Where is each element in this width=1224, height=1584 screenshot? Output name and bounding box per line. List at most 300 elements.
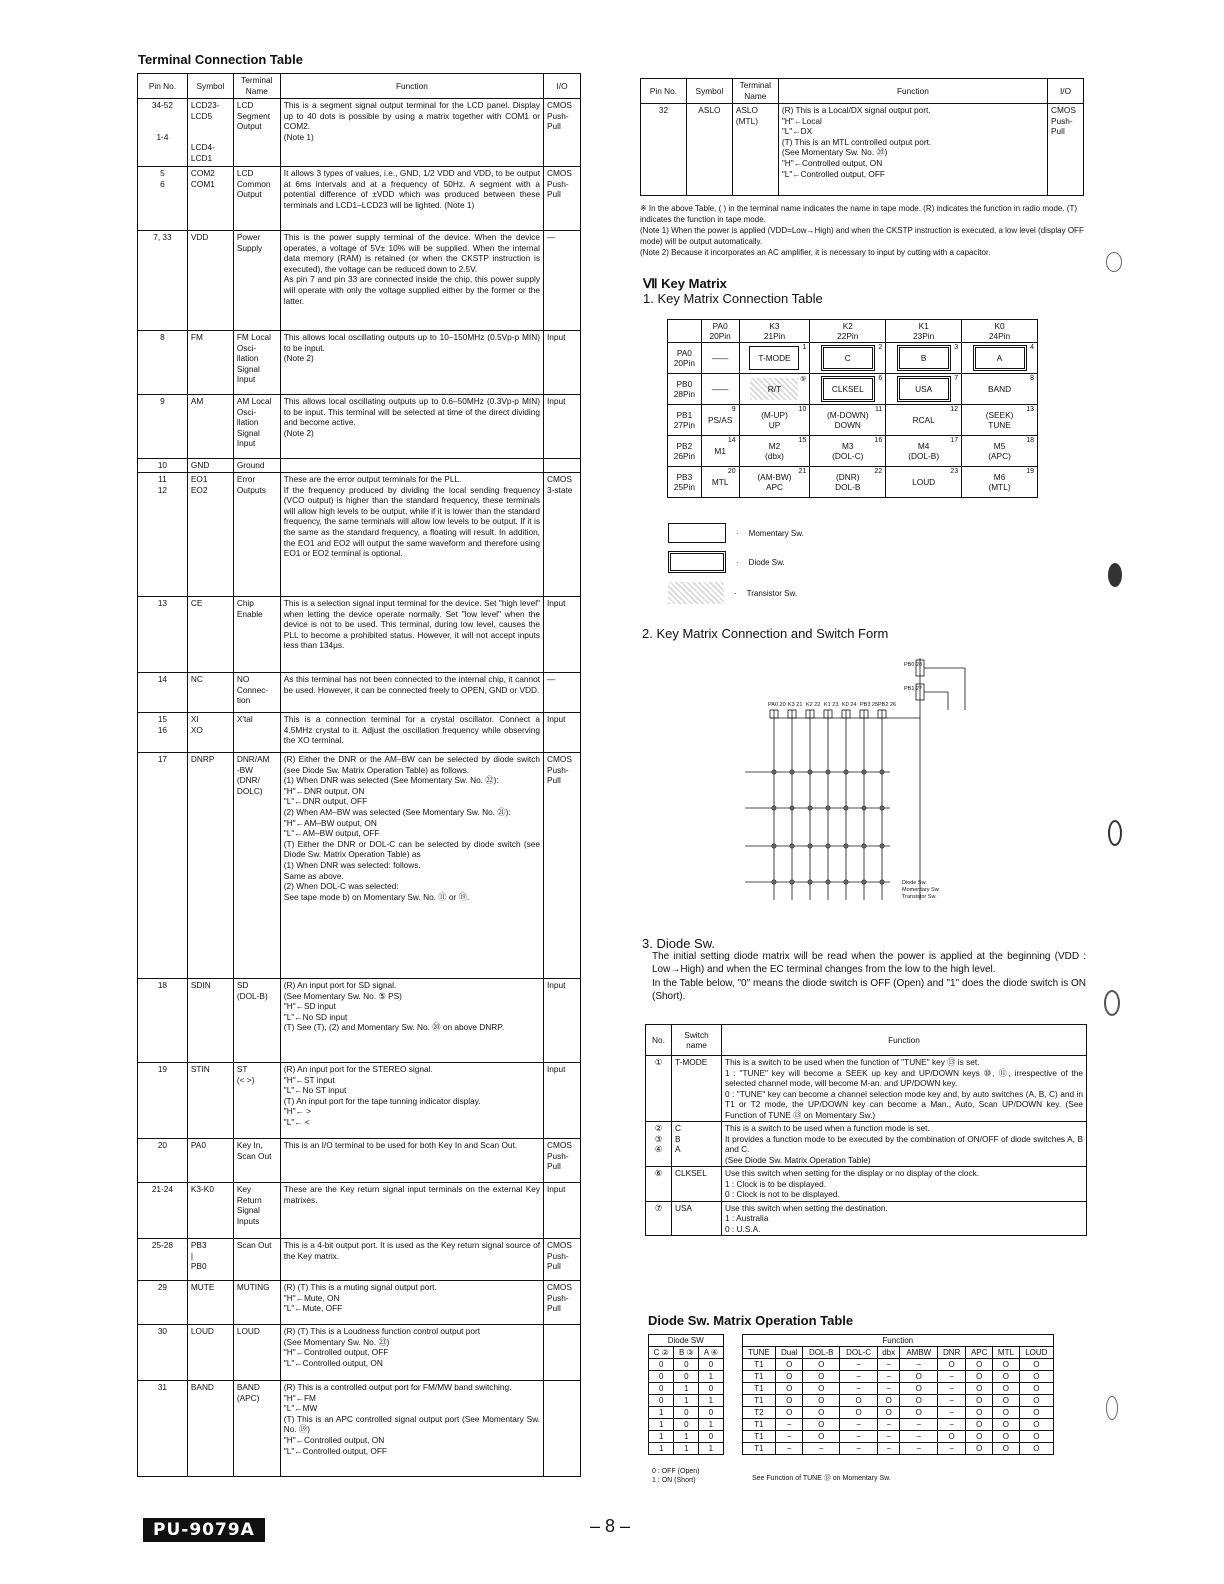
km-cell bbox=[886, 467, 962, 498]
diode-swatch bbox=[668, 551, 726, 573]
number-cell: ② ③ ④ bbox=[646, 1122, 672, 1167]
km-row-header: PB3 25Pin bbox=[668, 467, 702, 498]
km-cell bbox=[739, 405, 810, 436]
diagram-label: PB2 26 bbox=[878, 702, 897, 708]
symbol-cell: NC bbox=[187, 673, 233, 713]
symbol-cell: BAND bbox=[187, 1381, 233, 1477]
km-cell bbox=[701, 405, 739, 436]
terminal-name-cell: BAND (APC) bbox=[233, 1381, 280, 1477]
switch-name-cell: C B A bbox=[672, 1122, 722, 1167]
terminal-name-cell: DNR/AM -BW (DNR/ DOLC) bbox=[233, 753, 280, 979]
op-cell: − bbox=[840, 1359, 878, 1371]
io-cell: Input bbox=[544, 1063, 581, 1139]
km-cell bbox=[810, 405, 886, 436]
km-cell bbox=[962, 436, 1038, 467]
symbol-cell: LOUD bbox=[187, 1325, 233, 1381]
km-cell bbox=[962, 467, 1038, 498]
table-row bbox=[646, 1167, 1087, 1202]
op-cell: − bbox=[840, 1371, 878, 1383]
km-switch-number: 13 bbox=[1026, 406, 1034, 413]
terminal-name-cell: ST (< >) bbox=[233, 1063, 280, 1139]
km-row-header: PB0 28Pin bbox=[668, 374, 702, 405]
op-cell: T1 bbox=[742, 1359, 776, 1371]
table-row bbox=[138, 331, 581, 395]
op-cell: 0 bbox=[699, 1407, 723, 1419]
terminal-name-cell: Ground bbox=[233, 459, 280, 473]
diode-sw-title: 3. Diode Sw. bbox=[642, 936, 715, 951]
function-cell: (R) (T) This is a muting signal output port. "H"←Mute, ON "L"←Mute, OFF bbox=[280, 1281, 543, 1325]
op-cell: O bbox=[776, 1383, 803, 1395]
km-key-label: M1 bbox=[714, 446, 726, 456]
io-cell: CMOS 3-state bbox=[544, 473, 581, 597]
op-cell: O bbox=[877, 1395, 900, 1407]
op-cell: O bbox=[966, 1371, 993, 1383]
op-cell: O bbox=[993, 1395, 1019, 1407]
diagram-label: K3 21 bbox=[788, 702, 803, 708]
function-cell: This allows local oscillating outputs up to 10–150MHz (0.5Vp-p MIN) to be input. (Note 2) bbox=[280, 331, 543, 395]
op-row bbox=[649, 1407, 1054, 1419]
km-cell bbox=[962, 374, 1038, 405]
km-cell bbox=[962, 405, 1038, 436]
km-cell bbox=[701, 343, 739, 374]
km-switch-number: 1 bbox=[802, 344, 807, 351]
km-col-header: K1 23Pin bbox=[886, 320, 962, 343]
function-cell: (R) (T) This is a Loudness function control output port (See Momentary Sw. No. ㉓) "H"←Controlled output, OFF "L"←Controlled output, ON bbox=[280, 1325, 543, 1381]
terminal-name-cell: Key Return Signal Inputs bbox=[233, 1183, 280, 1239]
km-key-label: (M-DOWN) DOWN bbox=[827, 410, 869, 430]
km-cell bbox=[962, 343, 1038, 374]
op-cell: O bbox=[938, 1359, 966, 1371]
op-cell: − bbox=[776, 1443, 803, 1455]
symbol-cell: PB3 | PB0 bbox=[187, 1239, 233, 1281]
table-row bbox=[138, 1183, 581, 1239]
op-cell: T1 bbox=[742, 1443, 776, 1455]
op-cell: 0 bbox=[699, 1431, 723, 1443]
op-cell: O bbox=[966, 1407, 993, 1419]
op-cell: O bbox=[803, 1371, 840, 1383]
km-row-header: PB2 26Pin bbox=[668, 436, 702, 467]
op-col-header: B ③ bbox=[674, 1347, 699, 1359]
terminal-name-cell: AM Local Osci- llation Signal Input bbox=[233, 395, 280, 459]
op-cell: 1 bbox=[699, 1419, 723, 1431]
op-cell: O bbox=[803, 1383, 840, 1395]
op-cell: 1 bbox=[649, 1407, 674, 1419]
km-switch-number: 18 bbox=[1026, 437, 1034, 444]
io-cell: Input bbox=[544, 395, 581, 459]
key-matrix-subtitle: 1. Key Matrix Connection Table bbox=[643, 291, 823, 306]
diode-operation-table bbox=[648, 1334, 1054, 1455]
binder-hole bbox=[1108, 563, 1122, 587]
km-key-label: PS/AS bbox=[707, 415, 733, 425]
op-col-header: MTL bbox=[993, 1347, 1019, 1359]
pin-cell: 15 16 bbox=[138, 713, 188, 753]
km-cell bbox=[810, 436, 886, 467]
km-key-label: RCAL bbox=[912, 415, 935, 425]
diagram-label: PB1 27 bbox=[904, 686, 923, 692]
io-cell: Input bbox=[544, 979, 581, 1063]
pin-cell: 9 bbox=[138, 395, 188, 459]
op-cell: O bbox=[1019, 1443, 1053, 1455]
km-switch-number: 8 bbox=[1030, 375, 1034, 382]
diagram-legend: Transistor Sw. bbox=[902, 894, 937, 900]
op-cell: 0 bbox=[674, 1371, 699, 1383]
pin-cell: 13 bbox=[138, 597, 188, 673]
switch-legend: · Momentary Sw. · Diode Sw. · Transistor Sw. bbox=[668, 520, 804, 608]
pin-cell: 29 bbox=[138, 1281, 188, 1325]
km-switch-number: 2 bbox=[878, 344, 883, 351]
diagram-label: K2 22 bbox=[806, 702, 821, 708]
binder-hole bbox=[1106, 252, 1122, 272]
number-cell: ⑥ bbox=[646, 1167, 672, 1202]
op-cell: − bbox=[938, 1395, 966, 1407]
op-col-header: A ④ bbox=[699, 1347, 723, 1359]
km-switch-number: 19 bbox=[1026, 468, 1034, 475]
symbol-cell: VDD bbox=[187, 231, 233, 331]
op-col-header: DNR bbox=[938, 1347, 966, 1359]
km-switch-number: 12 bbox=[950, 406, 959, 413]
km-row-header: PB1 27Pin bbox=[668, 405, 702, 436]
table-row bbox=[138, 395, 581, 459]
op-cell: 1 bbox=[674, 1431, 699, 1443]
diagram-legend: Momentary Sw. bbox=[902, 887, 940, 893]
table-row bbox=[138, 713, 581, 753]
km-key-label: MTL bbox=[711, 477, 729, 487]
function-cell: Use this switch when setting the destination. 1 : Australia 0 : U.S.A. bbox=[722, 1201, 1087, 1236]
table-row bbox=[138, 1239, 581, 1281]
pin-cell: 19 bbox=[138, 1063, 188, 1139]
km-key-label: —— bbox=[711, 384, 729, 394]
col-header: Pin No. bbox=[138, 74, 188, 99]
pin-cell: 10 bbox=[138, 459, 188, 473]
op-cell: − bbox=[938, 1371, 966, 1383]
km-key-label: CLKSEL bbox=[821, 376, 875, 402]
km-switch-number: 22 bbox=[874, 468, 883, 475]
km-col-header: K2 22Pin bbox=[810, 320, 886, 343]
symbol-cell: COM2 COM1 bbox=[187, 167, 233, 231]
momentary-swatch bbox=[668, 523, 726, 543]
io-cell: Input bbox=[544, 713, 581, 753]
pin-cell: 7, 33 bbox=[138, 231, 188, 331]
spacer bbox=[723, 1383, 742, 1395]
op-row bbox=[649, 1443, 1054, 1455]
km-cell bbox=[739, 436, 810, 467]
op-cell: O bbox=[1019, 1383, 1053, 1395]
op-row bbox=[649, 1419, 1054, 1431]
symbol-cell: GND bbox=[187, 459, 233, 473]
op-row bbox=[649, 1431, 1054, 1443]
binder-hole bbox=[1106, 1396, 1118, 1420]
binder-hole bbox=[1108, 820, 1122, 846]
km-key-label: BAND bbox=[988, 384, 1012, 394]
op-col-header: AMBW bbox=[900, 1347, 938, 1359]
op-cell: − bbox=[900, 1443, 938, 1455]
switch-name-cell: CLKSEL bbox=[672, 1167, 722, 1202]
km-col-header: K3 21Pin bbox=[739, 320, 810, 343]
terminal-name-cell: LCD Segment Output bbox=[233, 99, 280, 167]
pin-cell: 8 bbox=[138, 331, 188, 395]
spacer bbox=[723, 1419, 742, 1431]
diagram-label: K1 23 bbox=[824, 702, 839, 708]
table-row bbox=[138, 597, 581, 673]
diode-switch-table bbox=[645, 1024, 1087, 1236]
op-cell: O bbox=[1019, 1407, 1053, 1419]
op-cell: O bbox=[1019, 1395, 1053, 1407]
km-switch-number: 14 bbox=[727, 437, 736, 444]
km-switch-number: 4 bbox=[1030, 344, 1034, 351]
op-cell: 0 bbox=[699, 1383, 723, 1395]
op-cell: 1 bbox=[699, 1371, 723, 1383]
terminal-name-cell: LCD Common Output bbox=[233, 167, 280, 231]
diagram-label: PA0 20 bbox=[768, 702, 786, 708]
number-cell: ⑦ bbox=[646, 1201, 672, 1236]
symbol-cell: MUTE bbox=[187, 1281, 233, 1325]
op-cell: − bbox=[840, 1443, 878, 1455]
pin-cell: 5 6 bbox=[138, 167, 188, 231]
symbol-cell: AM bbox=[187, 395, 233, 459]
io-cell: CMOS Push- Pull bbox=[544, 167, 581, 231]
km-cell bbox=[739, 374, 810, 405]
op-cell: O bbox=[900, 1371, 938, 1383]
col-header: Function bbox=[280, 74, 543, 99]
km-col-header: PA0 20Pin bbox=[701, 320, 739, 343]
note: ※ In the above Table, ( ) in the terminal name indicates the name in tape mode. (R) indicates the function in radio mode. (T) indicates the function in tape mode. bbox=[640, 204, 1078, 224]
km-key-label: M5 (APC) bbox=[988, 441, 1011, 461]
op-cell: O bbox=[803, 1359, 840, 1371]
terminal-name-cell: Key In, Scan Out bbox=[233, 1139, 280, 1183]
switch-name-cell: T-MODE bbox=[672, 1056, 722, 1122]
op-cell: − bbox=[938, 1407, 966, 1419]
km-key-label: B bbox=[897, 345, 951, 371]
symbol-cell: PA0 bbox=[187, 1139, 233, 1183]
terminal-name-cell: ASLO (MTL) bbox=[732, 104, 778, 196]
km-key-label: C bbox=[821, 345, 875, 371]
table-row bbox=[138, 1063, 581, 1139]
op-cell: − bbox=[877, 1383, 900, 1395]
function-cell: This is an I/O terminal to be used for both Key In and Scan Out. bbox=[280, 1139, 543, 1183]
km-col-header: K0 24Pin bbox=[962, 320, 1038, 343]
op-row bbox=[649, 1359, 1054, 1371]
table-row bbox=[138, 1281, 581, 1325]
op-cell: 1 bbox=[649, 1431, 674, 1443]
diagram-label: PB0 28 bbox=[904, 662, 923, 668]
km-key-label: —— bbox=[711, 353, 729, 363]
terminal-name-cell: NO Connec- tion bbox=[233, 673, 280, 713]
op-cell: − bbox=[877, 1443, 900, 1455]
km-switch-number: 20 bbox=[727, 468, 736, 475]
function-cell: This is a selection signal input terminal for the device. Set "high level" when letting the device operate normally. Set "low level" when the device is not to be used. This terminal, during low level, causes the PLL to become a prohibited status. However, it will not accept inputs less than 134μs. bbox=[280, 597, 543, 673]
op-col-header: Dual bbox=[776, 1347, 803, 1359]
op-cell: O bbox=[803, 1431, 840, 1443]
pin-cell: 11 12 bbox=[138, 473, 188, 597]
io-cell: CMOS Push- Pull bbox=[544, 1139, 581, 1183]
section-title: Ⅶ Key Matrix bbox=[643, 276, 727, 291]
function-cell: (R) Either the DNR or the AM–BW can be selected by diode switch (see Diode Sw. Matrix Operation Table) as follows. (1) When DNR was selected (See Momentary Sw. No. ㉒): "H"←DNR output, ON "L"←DNR output, OFF (2) When AM–BW was selected (See Momentary Sw. No. ㉑): "H"←AM–BW output, ON "L"←AM–BW output, OFF (T) Either the DNR or DOL-C can be selected by diode switch (see Diode Sw. Matrix Operation Table) as (1) When DNR was selected: follows. Same as above. (2) When DOL-C was selected: See tape mode b) on Momentary Sw. No. ⑪ or ⑲. bbox=[280, 753, 543, 979]
io-cell: — bbox=[544, 673, 581, 713]
io-cell: CMOS Push- Pull bbox=[544, 753, 581, 979]
op-cell: − bbox=[900, 1431, 938, 1443]
corner-cell bbox=[668, 320, 702, 343]
km-row bbox=[668, 467, 1038, 498]
km-switch-number: 9 bbox=[731, 406, 736, 413]
km-key-label: (DNR) DOL-B bbox=[835, 472, 861, 492]
spacer bbox=[723, 1371, 742, 1383]
op-cell: O bbox=[966, 1383, 993, 1395]
op-cell: − bbox=[840, 1431, 878, 1443]
function-cell bbox=[280, 459, 543, 473]
group-header: Function bbox=[742, 1335, 1053, 1347]
op-col-header: C ② bbox=[649, 1347, 674, 1359]
table-row bbox=[138, 473, 581, 597]
legend-label: Diode Sw. bbox=[748, 557, 785, 567]
op-cell: 1 bbox=[699, 1443, 723, 1455]
op-col-header: DOL-B bbox=[803, 1347, 840, 1359]
function-cell: Use this switch when setting for the display or no display of the clock. 1 : Clock is to be displayed. 0 : Clock is not to be displayed. bbox=[722, 1167, 1087, 1202]
table-row bbox=[138, 99, 581, 167]
op-col-header: APC bbox=[966, 1347, 993, 1359]
function-cell: (R) This is a controlled output port for FM/MW band switching. "H"←FM "L"←MW (T) This is an APC controlled signal output port (See Momentary Sw. No. ⑲) "H"←Controlled output, ON "L"←Controlled output, OFF bbox=[280, 1381, 543, 1477]
op-cell: O bbox=[877, 1407, 900, 1419]
km-switch-number: 7 bbox=[954, 375, 959, 382]
io-cell: CMOS Push- Pull bbox=[544, 99, 581, 167]
op-cell: 1 bbox=[649, 1419, 674, 1431]
pin-cell: 34-52 1-4 bbox=[138, 99, 188, 167]
op-cell: O bbox=[776, 1407, 803, 1419]
km-key-label: (M-UP) UP bbox=[761, 410, 788, 430]
op-cell: O bbox=[1019, 1419, 1053, 1431]
op-cell: O bbox=[966, 1359, 993, 1371]
km-key-label: USA bbox=[897, 376, 951, 402]
op-cell: T1 bbox=[742, 1383, 776, 1395]
km-row bbox=[668, 436, 1038, 467]
page-number: – 8 – bbox=[590, 1516, 631, 1536]
op-cell: − bbox=[938, 1419, 966, 1431]
km-switch-number: 6 bbox=[878, 375, 883, 382]
op-cell: − bbox=[840, 1419, 878, 1431]
diagram-label: K0 24 bbox=[842, 702, 857, 708]
pin-cell: 21-24 bbox=[138, 1183, 188, 1239]
op-cell: O bbox=[776, 1395, 803, 1407]
op-cell: O bbox=[900, 1383, 938, 1395]
op-cell: 0 bbox=[674, 1359, 699, 1371]
spacer bbox=[723, 1347, 742, 1359]
km-switch-number: 11 bbox=[874, 406, 883, 413]
col-header: Terminal Name bbox=[732, 79, 778, 104]
km-switch-number: ⑤ bbox=[800, 376, 807, 383]
op-cell: T1 bbox=[742, 1371, 776, 1383]
io-cell: CMOS Push- Pull bbox=[1048, 104, 1084, 196]
symbol-cell: LCD23- LCD5 LCD4- LCD1 bbox=[187, 99, 233, 167]
op-cell: 0 bbox=[674, 1419, 699, 1431]
op-cell: O bbox=[776, 1371, 803, 1383]
terminal-name-cell: X'tal bbox=[233, 713, 280, 753]
symbol-cell: ASLO bbox=[686, 104, 732, 196]
op-cell: 0 bbox=[649, 1371, 674, 1383]
pin-cell: 31 bbox=[138, 1381, 188, 1477]
terminal-name-cell: Scan Out bbox=[233, 1239, 280, 1281]
table-row bbox=[138, 459, 581, 473]
function-cell: These are the Key return signal input terminals on the external Key matrixes. bbox=[280, 1183, 543, 1239]
symbol-cell: EO1 EO2 bbox=[187, 473, 233, 597]
diode-sw-description bbox=[652, 950, 1086, 1003]
col-header: I/O bbox=[1048, 79, 1084, 104]
function-cell: It allows 3 types of values, i.e., GND, 1/2 VDD and VDD, to be output at 6ms intervals and at a frequency of 50Hz. A segment with a potential difference of ±VDD which was produced between these terminals and LCD1–LCD23 will be lighted. (Note 1) bbox=[280, 167, 543, 231]
op-cell: − bbox=[776, 1419, 803, 1431]
switch-form-subtitle: 2. Key Matrix Connection and Switch Form bbox=[642, 626, 889, 641]
paragraph: The initial setting diode matrix will be read when the power is applied at the beginning (VDD : Low→High) and when the EC terminal changes from the low to the high level. bbox=[652, 951, 1086, 976]
op-cell: 1 bbox=[674, 1383, 699, 1395]
terminal-name-cell: Error Outputs bbox=[233, 473, 280, 597]
pin-cell: 25-28 bbox=[138, 1239, 188, 1281]
op-cell: O bbox=[803, 1395, 840, 1407]
op-cell: O bbox=[993, 1419, 1019, 1431]
op-cell: − bbox=[877, 1371, 900, 1383]
km-cell bbox=[886, 374, 962, 405]
km-cell bbox=[701, 436, 739, 467]
io-cell: — bbox=[544, 231, 581, 331]
km-cell bbox=[886, 405, 962, 436]
op-cell: O bbox=[966, 1419, 993, 1431]
col-header: I/O bbox=[544, 74, 581, 99]
km-switch-number: 10 bbox=[798, 406, 807, 413]
op-cell: T2 bbox=[742, 1407, 776, 1419]
op-cell: T1 bbox=[742, 1395, 776, 1407]
op-cell: 1 bbox=[699, 1395, 723, 1407]
table-row bbox=[138, 979, 581, 1063]
op-cell: T1 bbox=[742, 1431, 776, 1443]
table-row bbox=[138, 167, 581, 231]
op-cell: O bbox=[840, 1395, 878, 1407]
km-key-label: M3 (DOL-C) bbox=[832, 441, 864, 461]
col-header: Pin No. bbox=[641, 79, 687, 104]
terminal-name-cell: Power Supply bbox=[233, 231, 280, 331]
key-matrix-table bbox=[667, 319, 1038, 498]
op-col-header: DOL-C bbox=[840, 1347, 878, 1359]
km-cell bbox=[886, 436, 962, 467]
op-cell: − bbox=[877, 1431, 900, 1443]
symbol-cell: FM bbox=[187, 331, 233, 395]
function-cell: This allows local oscillating outputs up to 0.6–50MHz (0.3Vp-p MIN) to be input. This terminal will be selected at time of the direct dividing and become active. (Note 2) bbox=[280, 395, 543, 459]
symbol-cell: K3-K0 bbox=[187, 1183, 233, 1239]
op-col-header: dbx bbox=[877, 1347, 900, 1359]
km-cell bbox=[810, 467, 886, 498]
legend-label: Transistor Sw. bbox=[746, 588, 798, 598]
op-cell: − bbox=[803, 1443, 840, 1455]
io-cell: Input bbox=[544, 1183, 581, 1239]
group-header: Diode SW bbox=[649, 1335, 724, 1347]
io-cell bbox=[544, 1381, 581, 1477]
op-cell: 1 bbox=[649, 1443, 674, 1455]
pin32-table bbox=[640, 78, 1084, 196]
legend-label: Momentary Sw. bbox=[748, 528, 804, 538]
spacer bbox=[723, 1395, 742, 1407]
table-notes bbox=[640, 203, 1086, 258]
km-key-label: (SEEK) TUNE bbox=[985, 410, 1014, 430]
function-cell: This is a switch to be used when the function of "TUNE" key ⑬ is set. 1 : "TUNE" key will become a SEEK up key and UP/DOWN keys ⑩, ⑪, irrespective of the selected channel mode, will become M-an. and UP/DOWN key. 0 : "TUNE" key can become a channel selection mode key and, by auto switches (A, B, C) and in T1 or T2 mode, the UP/DOWN key can become a Man., Auto, Scan UP/DOWN key. (See Function of TUNE ⑬ on Momentary Sw.) bbox=[722, 1056, 1087, 1122]
op-cell: − bbox=[938, 1443, 966, 1455]
op-cell: O bbox=[966, 1431, 993, 1443]
km-cell bbox=[701, 467, 739, 498]
op-cell: O bbox=[803, 1419, 840, 1431]
symbol-cell: XI XO bbox=[187, 713, 233, 753]
terminal-name-cell: LOUD bbox=[233, 1325, 280, 1381]
op-cell: − bbox=[900, 1419, 938, 1431]
terminal-name-cell: Chip Enable bbox=[233, 597, 280, 673]
spacer bbox=[723, 1359, 742, 1371]
km-switch-number: 17 bbox=[950, 437, 959, 444]
terminal-table-title: Terminal Connection Table bbox=[138, 52, 303, 67]
km-switch-number: 23 bbox=[950, 468, 959, 475]
function-cell: This is the power supply terminal of the device. When the device operates, a voltage of 5V± 10% will be supplied. When the internal data memory (RAM) is retained (or when the CKSTP instruction is executed), the voltage can be reduced down to 2.5V. As pin 7 and pin 33 are connected inside the chip, this power supply will operate with only the voltage supplied either by the former or the latter. bbox=[280, 231, 543, 331]
